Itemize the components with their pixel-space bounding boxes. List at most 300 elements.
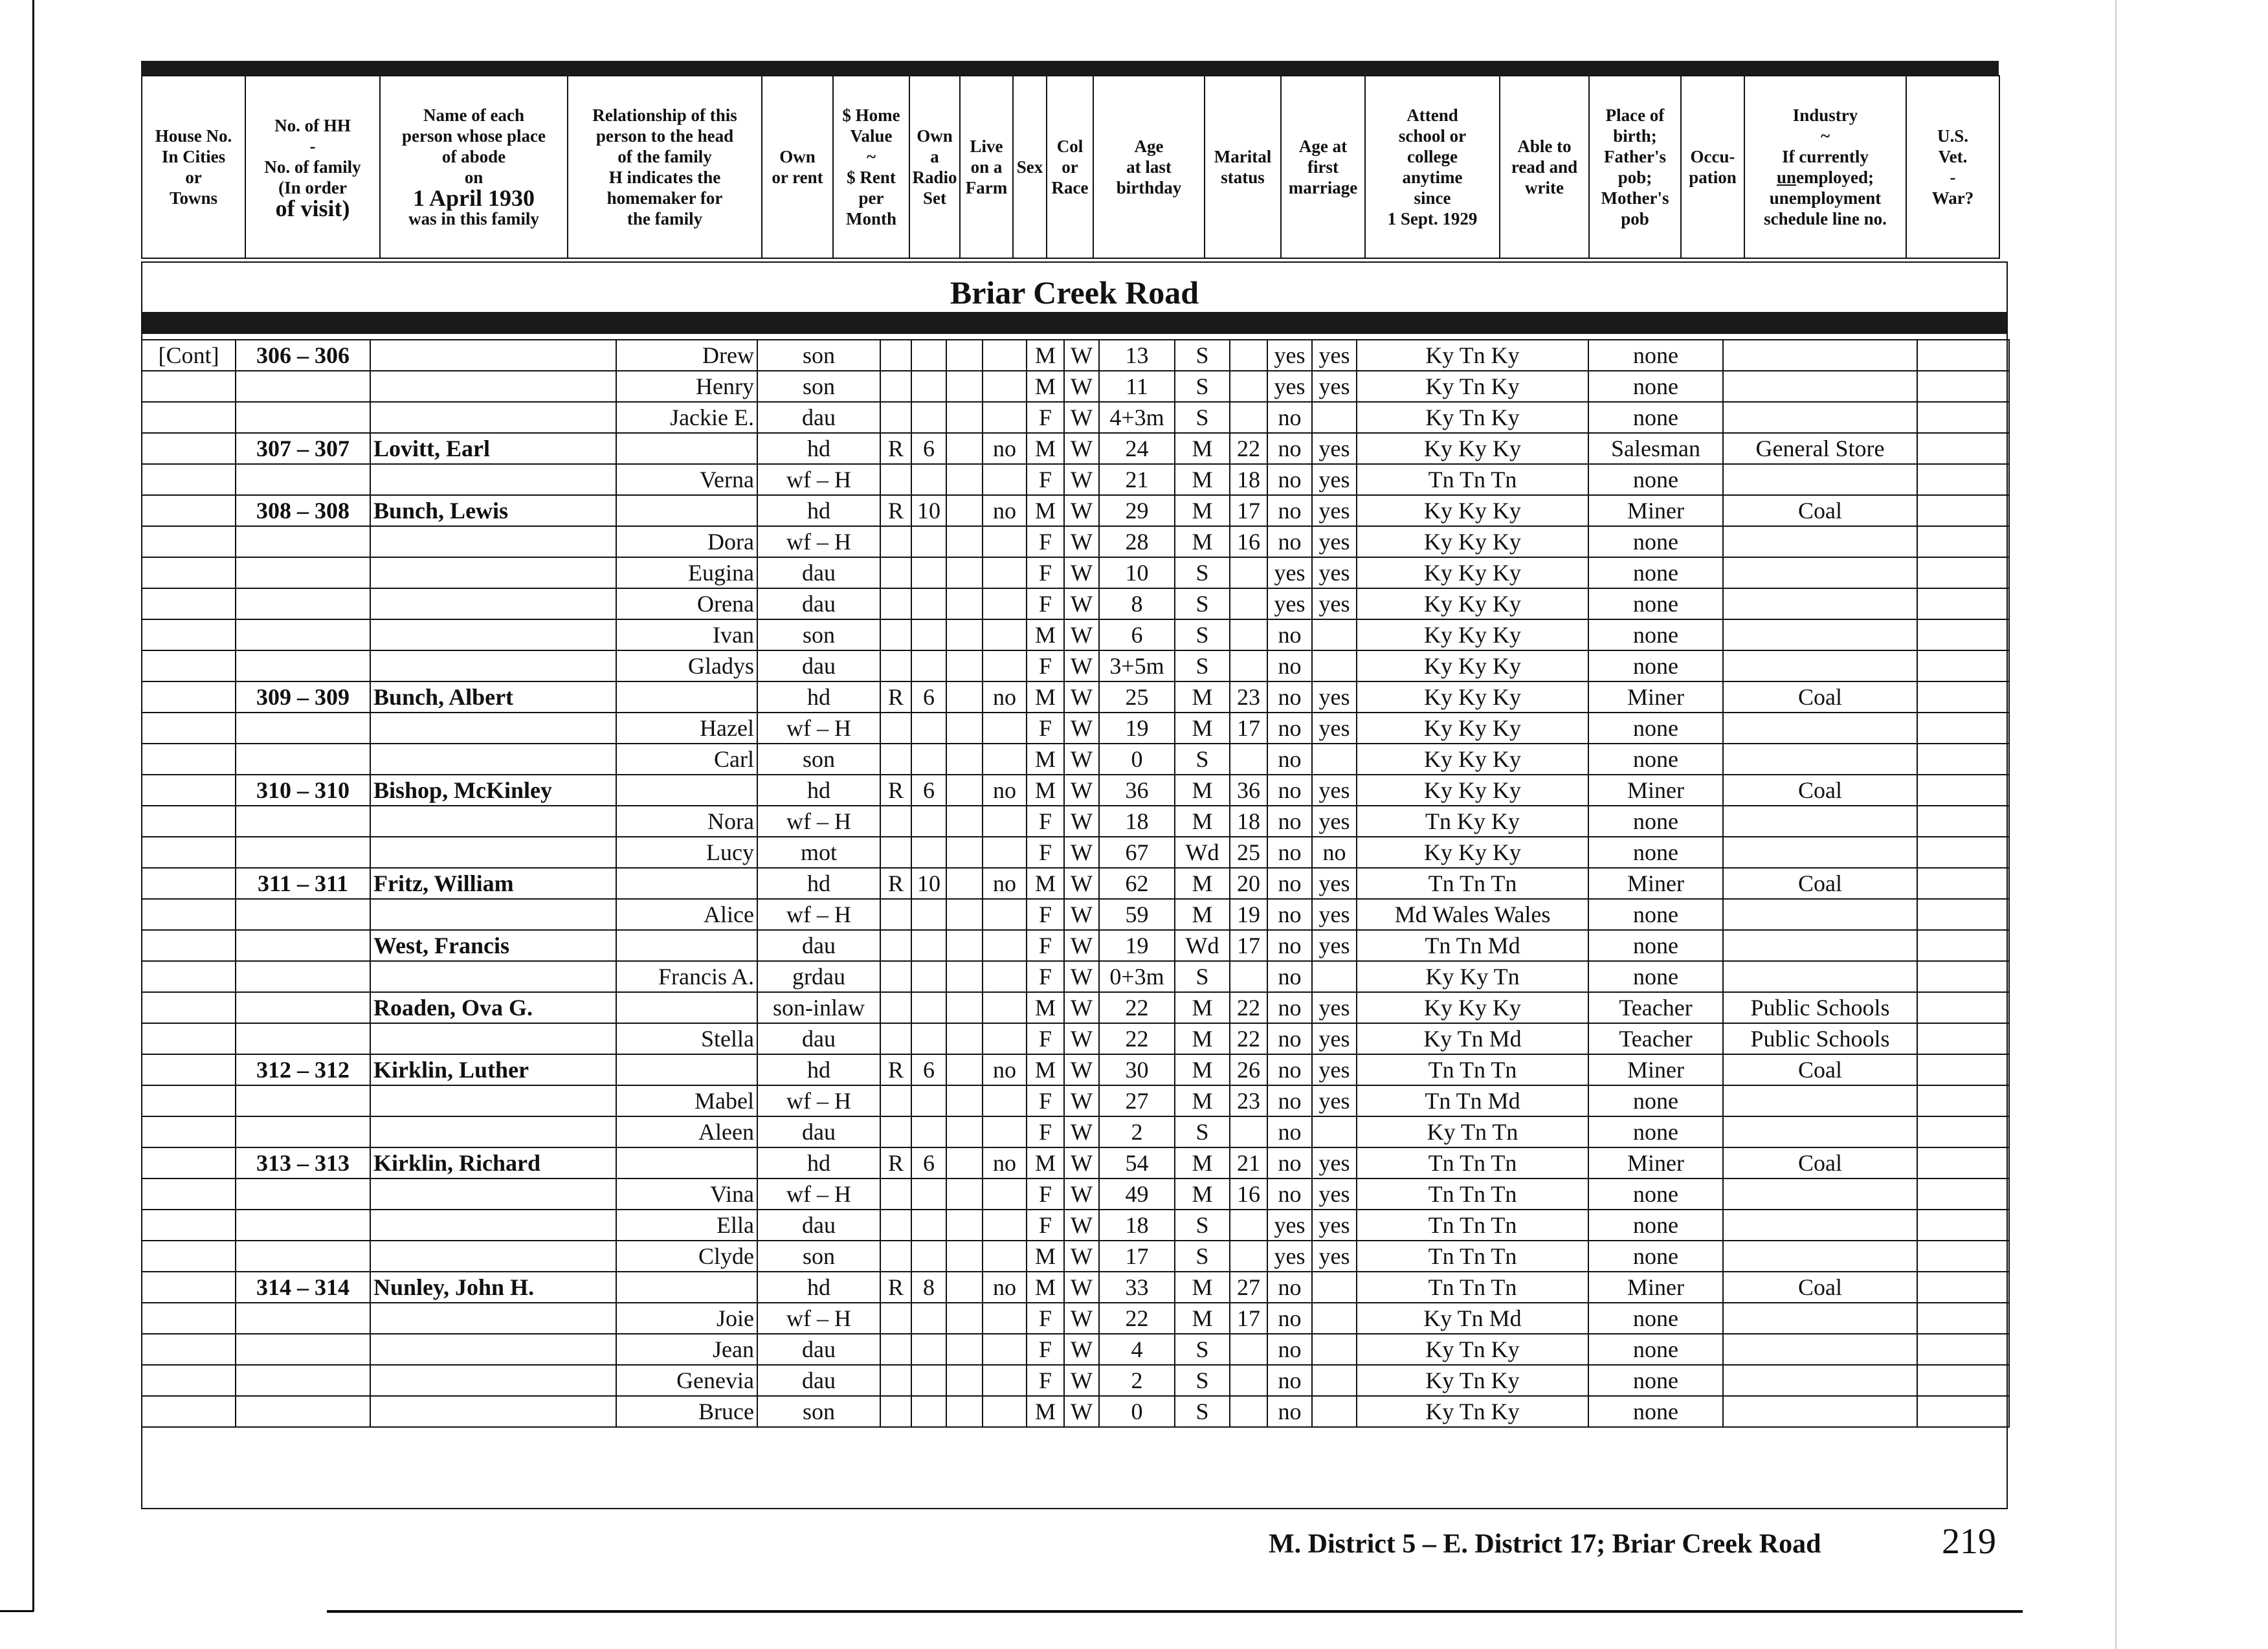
cell-member-name [616, 1147, 757, 1179]
cell-sex: F [1027, 557, 1064, 588]
cell-relationship: mot [757, 837, 880, 868]
cell-age: 3+5m [1099, 650, 1175, 681]
cell-occupation: none [1588, 619, 1723, 650]
cell-occupation: Miner [1588, 868, 1723, 899]
cell-home-value [911, 1210, 946, 1241]
cell-hh-no [236, 961, 370, 992]
cell-us-vet [1917, 495, 2009, 526]
cell-marital: M [1175, 868, 1230, 899]
cell-sex: F [1027, 650, 1064, 681]
cell-read-write: yes [1312, 868, 1357, 899]
cell-own-rent: R [880, 1147, 911, 1179]
cell-radio [946, 806, 983, 837]
cell-member-name: Hazel [616, 713, 757, 744]
cell-relationship: dau [757, 930, 880, 961]
cell-occupation: none [1588, 1365, 1723, 1396]
cell-hh-no [236, 713, 370, 744]
cell-farm [983, 1303, 1027, 1334]
cell-relationship: dau [757, 1365, 880, 1396]
cell-age-marriage: 18 [1230, 464, 1267, 495]
cell-age: 67 [1099, 837, 1175, 868]
cell-us-vet [1917, 1272, 2009, 1303]
cell-age: 22 [1099, 1023, 1175, 1054]
cell-sex: F [1027, 1303, 1064, 1334]
cell-member-name: Jackie E. [616, 402, 757, 433]
cell-head-name: Lovitt, Earl [370, 433, 616, 464]
cell-hh-no [236, 744, 370, 775]
cell-farm: no [983, 681, 1027, 713]
cell-radio [946, 1303, 983, 1334]
cell-radio [946, 1054, 983, 1085]
cell-read-write [1312, 650, 1357, 681]
section-title: Briar Creek Road [950, 274, 1199, 311]
cell-house-no [142, 526, 236, 557]
cell-house-no [142, 1179, 236, 1210]
cell-member-name: Ella [616, 1210, 757, 1241]
census-table [141, 339, 2010, 1428]
hdr-age-marriage: Age at first marriage [1281, 76, 1365, 258]
cell-relationship: son-inlaw [757, 992, 880, 1023]
cell-marital: M [1175, 1303, 1230, 1334]
cell-attend-school: no [1267, 1179, 1312, 1210]
table-row [142, 1210, 2009, 1241]
cell-occupation: none [1588, 1303, 1723, 1334]
cell-us-vet [1917, 1365, 2009, 1396]
cell-age-marriage: 16 [1230, 1179, 1267, 1210]
cell-attend-school: no [1267, 464, 1312, 495]
cell-radio [946, 557, 983, 588]
cell-house-no [142, 868, 236, 899]
cell-age: 25 [1099, 681, 1175, 713]
cell-race: W [1064, 961, 1099, 992]
cell-sex: M [1027, 775, 1064, 806]
cell-radio [946, 775, 983, 806]
cell-age-marriage: 23 [1230, 1085, 1267, 1116]
cell-read-write: yes [1312, 1241, 1357, 1272]
cell-home-value [911, 526, 946, 557]
cell-own-rent: R [880, 1054, 911, 1085]
cell-race: W [1064, 1334, 1099, 1365]
cell-race: W [1064, 433, 1099, 464]
cell-farm [983, 837, 1027, 868]
cell-age-marriage: 17 [1230, 495, 1267, 526]
cell-radio [946, 744, 983, 775]
cell-birth-place: Ky Ky Ky [1357, 837, 1588, 868]
cell-member-name: Henry [616, 371, 757, 402]
cell-home-value [911, 557, 946, 588]
cell-sex: F [1027, 1023, 1064, 1054]
cell-member-name: Verna [616, 464, 757, 495]
cell-marital: S [1175, 1210, 1230, 1241]
cell-occupation: none [1588, 1334, 1723, 1365]
cell-home-value: 6 [911, 775, 946, 806]
table-row [142, 1054, 2009, 1085]
cell-head-name [370, 1116, 616, 1147]
cell-house-no [142, 650, 236, 681]
cell-hh-no: 311 – 311 [236, 868, 370, 899]
cell-marital: M [1175, 806, 1230, 837]
cell-farm [983, 930, 1027, 961]
cell-head-name [370, 402, 616, 433]
cell-head-name [370, 464, 616, 495]
cell-own-rent [880, 744, 911, 775]
cell-attend-school: no [1267, 650, 1312, 681]
cell-sex: M [1027, 681, 1064, 713]
table-row [142, 340, 2009, 371]
cell-member-name: Francis A. [616, 961, 757, 992]
cell-member-name: Ivan [616, 619, 757, 650]
footer-district: M. District 5 – E. District 17; Briar Creek Road [1269, 1529, 1821, 1559]
cell-member-name [616, 868, 757, 899]
cell-home-value [911, 992, 946, 1023]
cell-attend-school: no [1267, 1272, 1312, 1303]
cell-own-rent [880, 1303, 911, 1334]
cell-head-name [370, 744, 616, 775]
cell-age: 0+3m [1099, 961, 1175, 992]
cell-marital: S [1175, 1241, 1230, 1272]
cell-relationship: hd [757, 681, 880, 713]
cell-head-name [370, 837, 616, 868]
cell-age: 4+3m [1099, 402, 1175, 433]
cell-relationship: dau [757, 1023, 880, 1054]
cell-age-marriage [1230, 619, 1267, 650]
cell-age-marriage: 36 [1230, 775, 1267, 806]
cell-read-write: yes [1312, 1210, 1357, 1241]
cell-occupation: Teacher [1588, 1023, 1723, 1054]
cell-race: W [1064, 557, 1099, 588]
cell-sex: M [1027, 1054, 1064, 1085]
cell-read-write: yes [1312, 681, 1357, 713]
cell-home-value [911, 837, 946, 868]
cell-marital: M [1175, 899, 1230, 930]
cell-age-marriage: 22 [1230, 992, 1267, 1023]
cell-relationship: hd [757, 1272, 880, 1303]
cell-age: 22 [1099, 992, 1175, 1023]
table-row [142, 1241, 2009, 1272]
cell-head-name [370, 1365, 616, 1396]
cell-attend-school: no [1267, 1303, 1312, 1334]
cell-home-value [911, 1303, 946, 1334]
cell-sex: F [1027, 1210, 1064, 1241]
cell-industry: Coal [1723, 868, 1917, 899]
cell-age: 18 [1099, 1210, 1175, 1241]
cell-home-value [911, 1116, 946, 1147]
cell-own-rent: R [880, 495, 911, 526]
cell-sex: F [1027, 713, 1064, 744]
cell-us-vet [1917, 402, 2009, 433]
cell-age-marriage: 20 [1230, 868, 1267, 899]
cell-radio [946, 681, 983, 713]
cell-race: W [1064, 775, 1099, 806]
cell-hh-no: 314 – 314 [236, 1272, 370, 1303]
cell-occupation: none [1588, 806, 1723, 837]
cell-farm [983, 1334, 1027, 1365]
cell-marital: S [1175, 1365, 1230, 1396]
cell-relationship: son [757, 371, 880, 402]
cell-attend-school: no [1267, 744, 1312, 775]
cell-hh-no [236, 1303, 370, 1334]
cell-industry [1723, 402, 1917, 433]
cell-us-vet [1917, 1396, 2009, 1427]
cell-radio [946, 1272, 983, 1303]
cell-farm: no [983, 775, 1027, 806]
cell-age: 11 [1099, 371, 1175, 402]
cell-house-no [142, 961, 236, 992]
cell-marital: M [1175, 992, 1230, 1023]
cell-marital: M [1175, 1054, 1230, 1085]
cell-birth-place: Tn Tn Tn [1357, 1147, 1588, 1179]
cell-race: W [1064, 1365, 1099, 1396]
cell-marital: S [1175, 588, 1230, 619]
column-header-table [141, 75, 2000, 259]
cell-marital: M [1175, 1085, 1230, 1116]
cell-farm [983, 744, 1027, 775]
cell-relationship: son [757, 1396, 880, 1427]
table-row [142, 1272, 2009, 1303]
cell-attend-school: no [1267, 961, 1312, 992]
cell-industry [1723, 1365, 1917, 1396]
cell-member-name: Mabel [616, 1085, 757, 1116]
cell-attend-school: no [1267, 495, 1312, 526]
cell-us-vet [1917, 744, 2009, 775]
cell-age-marriage [1230, 340, 1267, 371]
cell-farm [983, 1179, 1027, 1210]
cell-farm [983, 402, 1027, 433]
cell-farm [983, 1365, 1027, 1396]
cell-hh-no [236, 1023, 370, 1054]
cell-us-vet [1917, 775, 2009, 806]
cell-home-value [911, 1334, 946, 1365]
cell-attend-school: yes [1267, 1210, 1312, 1241]
cell-home-value [911, 340, 946, 371]
cell-race: W [1064, 1179, 1099, 1210]
cell-occupation: none [1588, 961, 1723, 992]
cell-house-no [142, 1054, 236, 1085]
cell-own-rent [880, 930, 911, 961]
cell-member-name: Nora [616, 806, 757, 837]
cell-birth-place: Ky Ky Ky [1357, 681, 1588, 713]
cell-age: 19 [1099, 930, 1175, 961]
cell-age: 18 [1099, 806, 1175, 837]
cell-house-no [142, 1147, 236, 1179]
cell-read-write: yes [1312, 588, 1357, 619]
cell-industry [1723, 588, 1917, 619]
cell-read-write [1312, 1303, 1357, 1334]
cell-farm [983, 992, 1027, 1023]
cell-member-name: Genevia [616, 1365, 757, 1396]
cell-industry [1723, 464, 1917, 495]
cell-read-write: yes [1312, 1179, 1357, 1210]
cell-race: W [1064, 899, 1099, 930]
cell-age-marriage: 22 [1230, 433, 1267, 464]
cell-industry [1723, 837, 1917, 868]
cell-age: 10 [1099, 557, 1175, 588]
cell-house-no [142, 1303, 236, 1334]
cell-radio [946, 992, 983, 1023]
cell-industry: Coal [1723, 1147, 1917, 1179]
bottom-scan-edge [0, 1610, 34, 1612]
table-row [142, 402, 2009, 433]
cell-age-marriage: 17 [1230, 930, 1267, 961]
cell-head-name: Kirklin, Richard [370, 1147, 616, 1179]
cell-marital: M [1175, 1147, 1230, 1179]
cell-house-no [142, 744, 236, 775]
cell-us-vet [1917, 371, 2009, 402]
cell-house-no [142, 464, 236, 495]
cell-occupation: Salesman [1588, 433, 1723, 464]
cell-attend-school: yes [1267, 1241, 1312, 1272]
cell-birth-place: Ky Tn Md [1357, 1023, 1588, 1054]
cell-farm [983, 1085, 1027, 1116]
table-row [142, 681, 2009, 713]
cell-age: 62 [1099, 868, 1175, 899]
cell-industry: Coal [1723, 1272, 1917, 1303]
cell-industry [1723, 557, 1917, 588]
cell-hh-no: 309 – 309 [236, 681, 370, 713]
cell-age-marriage [1230, 961, 1267, 992]
cell-birth-place: Ky Ky Ky [1357, 557, 1588, 588]
cell-industry [1723, 650, 1917, 681]
cell-marital: S [1175, 1334, 1230, 1365]
cell-race: W [1064, 868, 1099, 899]
cell-race: W [1064, 526, 1099, 557]
cell-house-no [142, 1023, 236, 1054]
cell-home-value: 8 [911, 1272, 946, 1303]
cell-age-marriage: 27 [1230, 1272, 1267, 1303]
cell-farm [983, 1396, 1027, 1427]
cell-race: W [1064, 713, 1099, 744]
cell-read-write [1312, 1365, 1357, 1396]
cell-us-vet [1917, 806, 2009, 837]
cell-us-vet [1917, 930, 2009, 961]
cell-sex: F [1027, 1334, 1064, 1365]
cell-head-name [370, 588, 616, 619]
cell-radio [946, 1116, 983, 1147]
cell-hh-no [236, 464, 370, 495]
cell-birth-place: Tn Tn Tn [1357, 1179, 1588, 1210]
cell-read-write: yes [1312, 1085, 1357, 1116]
cell-marital: M [1175, 681, 1230, 713]
cell-marital: S [1175, 1396, 1230, 1427]
cell-us-vet [1917, 557, 2009, 588]
cell-house-no [142, 837, 236, 868]
table-row [142, 371, 2009, 402]
cell-industry [1723, 1179, 1917, 1210]
cell-house-no [142, 1272, 236, 1303]
cell-age-marriage: 26 [1230, 1054, 1267, 1085]
cell-us-vet [1917, 713, 2009, 744]
cell-sex: F [1027, 1365, 1064, 1396]
cell-own-rent [880, 619, 911, 650]
cell-birth-place: Tn Tn Tn [1357, 1241, 1588, 1272]
cell-read-write [1312, 961, 1357, 992]
cell-race: W [1064, 650, 1099, 681]
cell-home-value [911, 464, 946, 495]
table-row [142, 1365, 2009, 1396]
cell-relationship: wf – H [757, 526, 880, 557]
table-row [142, 961, 2009, 992]
cell-industry: Public Schools [1723, 1023, 1917, 1054]
cell-farm: no [983, 1147, 1027, 1179]
cell-race: W [1064, 619, 1099, 650]
cell-sex: F [1027, 526, 1064, 557]
cell-radio [946, 526, 983, 557]
cell-hh-no [236, 1365, 370, 1396]
cell-radio [946, 1396, 983, 1427]
cell-race: W [1064, 1085, 1099, 1116]
cell-radio [946, 961, 983, 992]
cell-occupation: none [1588, 899, 1723, 930]
cell-read-write [1312, 744, 1357, 775]
cell-marital: Wd [1175, 837, 1230, 868]
cell-occupation: Miner [1588, 495, 1723, 526]
cell-birth-place: Tn Tn Tn [1357, 868, 1588, 899]
cell-farm: no [983, 1272, 1027, 1303]
cell-hh-no: 313 – 313 [236, 1147, 370, 1179]
cell-radio [946, 1365, 983, 1396]
cell-race: W [1064, 930, 1099, 961]
cell-age: 36 [1099, 775, 1175, 806]
cell-own-rent: R [880, 775, 911, 806]
cell-attend-school: yes [1267, 588, 1312, 619]
cell-marital: S [1175, 961, 1230, 992]
cell-age-marriage [1230, 1241, 1267, 1272]
cell-hh-no [236, 1116, 370, 1147]
table-row [142, 868, 2009, 899]
cell-age: 13 [1099, 340, 1175, 371]
cell-own-rent [880, 1179, 911, 1210]
cell-age: 17 [1099, 1241, 1175, 1272]
cell-read-write: yes [1312, 340, 1357, 371]
cell-race: W [1064, 1272, 1099, 1303]
cell-relationship: dau [757, 1334, 880, 1365]
cell-own-rent [880, 1334, 911, 1365]
cell-race: W [1064, 837, 1099, 868]
cell-own-rent [880, 1210, 911, 1241]
cell-attend-school: no [1267, 1396, 1312, 1427]
cell-birth-place: Ky Ky Ky [1357, 650, 1588, 681]
cell-age: 27 [1099, 1085, 1175, 1116]
cell-occupation: none [1588, 1396, 1723, 1427]
cell-race: W [1064, 464, 1099, 495]
cell-own-rent [880, 464, 911, 495]
cell-head-name [370, 961, 616, 992]
cell-race: W [1064, 1116, 1099, 1147]
table-row [142, 837, 2009, 868]
cell-us-vet [1917, 961, 2009, 992]
cell-radio [946, 837, 983, 868]
cell-age-marriage: 16 [1230, 526, 1267, 557]
cell-industry [1723, 1116, 1917, 1147]
cell-birth-place: Ky Ky Ky [1357, 588, 1588, 619]
cell-own-rent [880, 1085, 911, 1116]
cell-head-name: Bunch, Lewis [370, 495, 616, 526]
cell-hh-no [236, 526, 370, 557]
cell-home-value [911, 402, 946, 433]
cell-occupation: Miner [1588, 775, 1723, 806]
cell-industry: General Store [1723, 433, 1917, 464]
cell-relationship: wf – H [757, 899, 880, 930]
cell-sex: M [1027, 495, 1064, 526]
cell-hh-no [236, 557, 370, 588]
cell-member-name: Aleen [616, 1116, 757, 1147]
cell-member-name [616, 1054, 757, 1085]
cell-hh-no [236, 1241, 370, 1272]
cell-house-no [142, 1210, 236, 1241]
cell-own-rent [880, 588, 911, 619]
cell-house-no [142, 713, 236, 744]
hdr-house-no: House No. In Cities or Towns [142, 76, 245, 258]
